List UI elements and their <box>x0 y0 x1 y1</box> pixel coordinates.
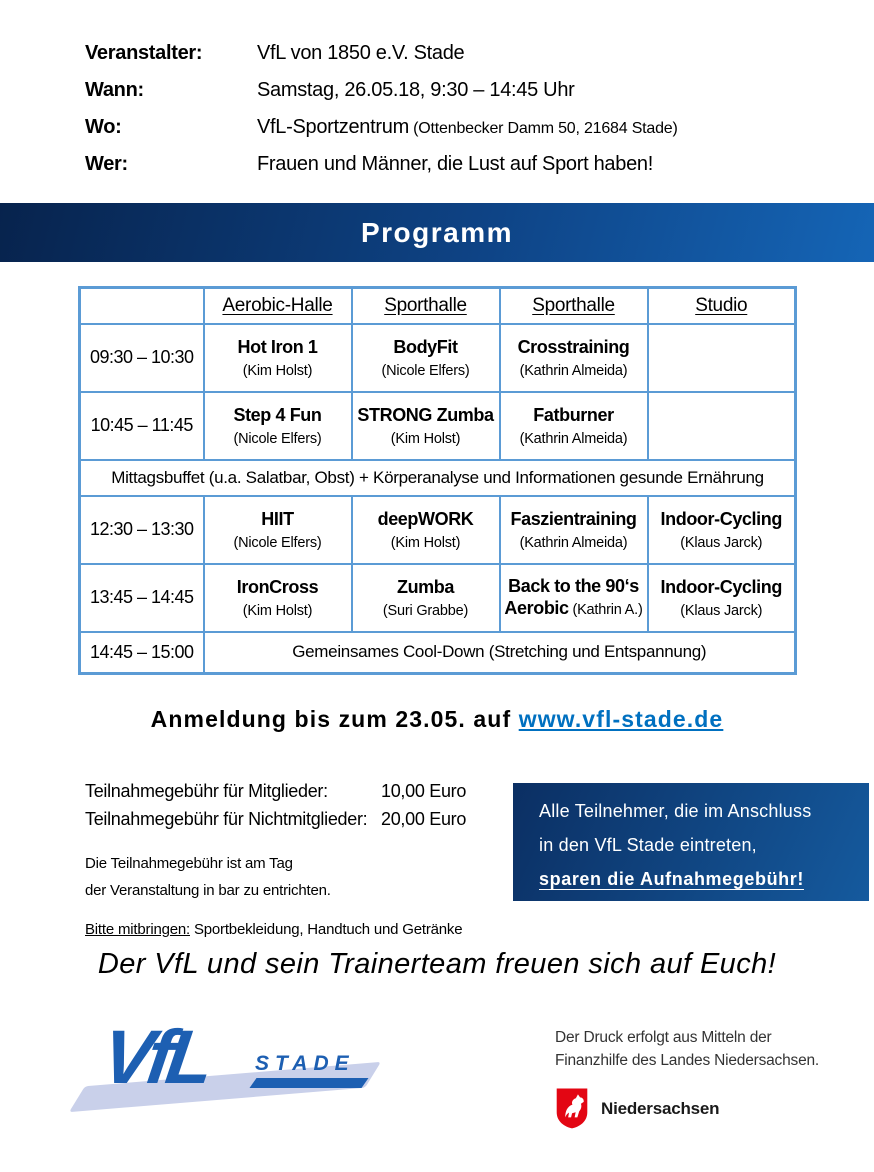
registration-link[interactable]: www.vfl-stade.de <box>518 706 724 732</box>
info-value: Frauen und Männer, die Lust auf Sport haben! <box>257 153 653 175</box>
payment-note <box>85 850 495 904</box>
closing-message: Der VfL und sein Trainerteam freuen sich auf Euch! <box>97 948 777 980</box>
banner-title: Programm <box>360 216 514 248</box>
class-title-line2 <box>503 597 645 621</box>
empty-cell <box>648 392 796 460</box>
class-cell <box>500 564 648 632</box>
column-header-label: Sporthalle <box>384 294 467 316</box>
class-cell <box>204 496 352 564</box>
class-title: BodyFit <box>393 337 458 357</box>
logo-bar <box>249 1078 368 1088</box>
print-note-line2: Finanzhilfe des Landes Niedersachsen. <box>555 1052 820 1069</box>
class-trainer: (Kathrin A.) <box>568 601 643 618</box>
schedule-column-header <box>352 288 500 324</box>
class-title: Crosstraining <box>517 337 630 357</box>
class-title: IronCross <box>236 577 319 597</box>
class-trainer: (Kathrin Almeida) <box>519 431 628 447</box>
class-cell <box>500 392 648 460</box>
state-name: Niedersachsen <box>601 1098 720 1118</box>
vfl-stade-logo <box>95 1015 375 1117</box>
class-trainer: (Nicole Elfers) <box>233 535 322 551</box>
class-trainer: (Kim Holst) <box>242 363 313 379</box>
class-title: deepWORK <box>377 509 474 529</box>
class-cell <box>352 496 500 564</box>
span-cell: Gemeinsames Cool-Down (Stretching und Entspannung) <box>204 632 796 674</box>
schedule-column-header <box>500 288 648 324</box>
info-row <box>85 153 678 190</box>
promo-line1: Alle Teilnehmer, die im Anschluss <box>539 801 812 821</box>
niedersachsen-coat-of-arms-icon <box>555 1086 589 1130</box>
class-cell <box>500 324 648 392</box>
class-title: Aerobic <box>504 597 569 618</box>
payment-note-line2: der Veranstaltung in bar zu entrichten. <box>85 882 331 899</box>
schedule-row <box>80 324 796 392</box>
class-trainer: (Klaus Jarck) <box>680 603 763 619</box>
class-cell <box>500 496 648 564</box>
class-title: Indoor-Cycling <box>660 509 782 529</box>
bring-label: Bitte mitbringen: <box>85 921 190 938</box>
column-header-label: Studio <box>695 294 748 316</box>
promo-box <box>513 783 869 901</box>
class-title: Indoor-Cycling <box>660 577 782 597</box>
class-title: Zumba <box>396 577 454 597</box>
empty-cell <box>648 324 796 392</box>
class-title: Faszientraining <box>510 509 637 529</box>
schedule-table <box>78 286 797 675</box>
print-note-line1: Der Druck erfolgt aus Mitteln der <box>555 1029 772 1046</box>
time-cell: 13:45 – 14:45 <box>80 564 204 632</box>
promo-line2: in den VfL Stade eintreten, <box>539 835 757 855</box>
span-cell: Mittagsbuffet (u.a. Salatbar, Obst) + Körperanalyse und Informationen gesunde Ernährung <box>80 460 796 496</box>
bring-text: Sportbekleidung, Handtuch und Getränke <box>189 921 463 938</box>
class-trainer: (Nicole Elfers) <box>381 363 470 379</box>
schedule-column-header <box>204 288 352 324</box>
class-trainer: (Kim Holst) <box>390 431 461 447</box>
class-trainer: (Nicole Elfers) <box>233 431 322 447</box>
column-header-label: Aerobic-Halle <box>222 294 333 316</box>
class-title: Step 4 Fun <box>233 405 322 425</box>
class-title: Back to the 90‘s <box>508 575 639 596</box>
fee-row <box>85 781 495 809</box>
schedule-row <box>80 392 796 460</box>
time-cell: 14:45 – 15:00 <box>80 632 204 674</box>
schedule-row <box>80 632 796 674</box>
fee-label: Teilnahmegebühr für Nichtmitglieder: <box>85 809 368 829</box>
fee-row <box>85 809 495 837</box>
info-label: Wo: <box>85 116 122 138</box>
logo-stade-text: STADE <box>255 1052 355 1075</box>
schedule-row <box>80 564 796 632</box>
schedule-row <box>80 496 796 564</box>
class-title: HIIT <box>261 509 294 529</box>
schedule-header-row <box>80 288 796 324</box>
fee-label: Teilnahmegebühr für Mitglieder: <box>85 781 328 801</box>
program-banner <box>0 203 874 262</box>
class-cell <box>648 496 796 564</box>
class-trainer: (Kim Holst) <box>390 535 461 551</box>
class-trainer: (Kim Holst) <box>242 603 313 619</box>
info-label: Wer: <box>85 153 128 175</box>
class-cell <box>352 392 500 460</box>
schedule-column-header <box>648 288 796 324</box>
class-cell <box>352 564 500 632</box>
info-row <box>85 79 678 116</box>
bring-note <box>85 921 495 938</box>
class-title: Hot Iron 1 <box>237 337 318 357</box>
class-cell <box>204 564 352 632</box>
info-row <box>85 42 678 79</box>
registration-note <box>0 706 874 733</box>
info-label: Wann: <box>85 79 144 101</box>
time-cell: 09:30 – 10:30 <box>80 324 204 392</box>
info-value: VfL-Sportzentrum <box>257 116 409 138</box>
class-cell <box>204 392 352 460</box>
column-header-label: Sporthalle <box>532 294 615 316</box>
info-row <box>85 116 678 153</box>
info-value-small: (Ottenbecker Damm 50, 21684 Stade) <box>408 120 678 137</box>
class-cell <box>352 324 500 392</box>
logo-vfl-text: VfL <box>97 1015 214 1100</box>
fees-section <box>85 781 495 938</box>
schedule-row <box>80 460 796 496</box>
fee-value: 10,00 Euro <box>381 781 467 801</box>
class-trainer: (Kathrin Almeida) <box>519 363 628 379</box>
class-trainer: (Suri Grabbe) <box>382 603 469 619</box>
info-value: VfL von 1850 e.V. Stade <box>257 42 465 64</box>
promo-line3: sparen die Aufnahmegebühr! <box>539 869 804 889</box>
print-funding-info <box>555 1026 855 1130</box>
class-trainer: (Klaus Jarck) <box>680 535 763 551</box>
schedule-corner-cell <box>80 288 204 324</box>
info-value: Samstag, 26.05.18, 9:30 – 14:45 Uhr <box>257 79 575 101</box>
state-emblem-row <box>555 1086 855 1130</box>
class-trainer: (Kathrin Almeida) <box>519 535 628 551</box>
class-title: Fatburner <box>533 405 614 425</box>
payment-note-line1: Die Teilnahmegebühr ist am Tag <box>85 855 293 872</box>
time-cell: 12:30 – 13:30 <box>80 496 204 564</box>
class-title: STRONG Zumba <box>357 405 494 425</box>
class-cell <box>204 324 352 392</box>
fee-value: 20,00 Euro <box>381 809 467 829</box>
registration-text: Anmeldung bis zum 23.05. auf <box>150 706 519 732</box>
time-cell: 10:45 – 11:45 <box>80 392 204 460</box>
event-info <box>85 42 678 190</box>
info-label: Veranstalter: <box>85 42 203 64</box>
class-cell <box>648 564 796 632</box>
